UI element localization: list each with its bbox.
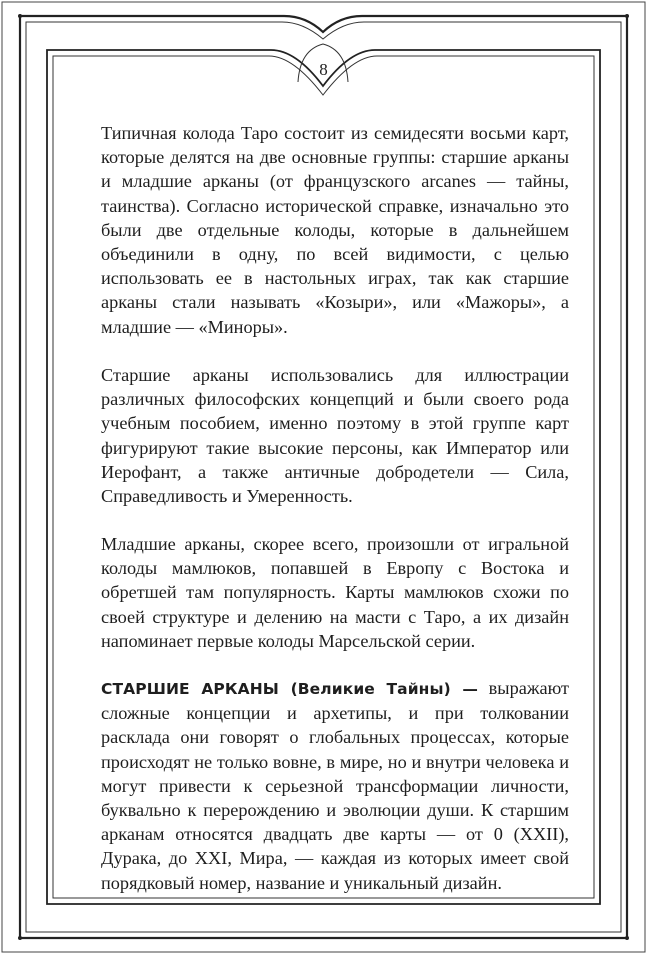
paragraph-major-arcana-purpose: Старшие арканы использовались для иллюстрации различных философских концепций и были своего рода учебным пособием, именно поэтому в этой группе карт фигурируют такие высокие персоны, как Император или Иерофант, а также античные добродетели — Сила, Справедливость и Умеренность. xyxy=(101,365,569,507)
paragraph-tarot-deck-intro: Типичная колода Таро состоит из семидесяти восьми карт, которые делятся на две основные группы: старшие арканы и младшие арканы (от французского arcanes — тайны, таинства). Согласно исторической справке, изначально это были две отдельные колоды, которые в дальнейшем объединили в одну, по всей видимости, с целью использовать ее в настольных играх, так как старшие арканы стали называть «Козыри», или «Мажоры», а младшие — «Миноры». xyxy=(101,123,569,337)
section-heading-major-arcana: СТАРШИЕ АРКАНЫ (Великие Тайны) — xyxy=(101,680,478,698)
page-number: 8 xyxy=(319,60,328,79)
paragraph-minor-arcana-origin: Младшие арканы, скорее всего, произошли от игральной колоды мамлюков, попавшей в Европу с Востока и обретшей там популярность. Карты мамлюков схожи по своей структуре и делению на масти с Таро, а их дизайн напоминает первые колоды Марсельской серии. xyxy=(101,534,569,651)
section-text-major-arcana: выражают сложные концепции и архетипы, и при толковании расклада они говорят о глобальных процессах, которые происходят не только вовне, в мире, но и внутри человека и могут привести к серьезной трансформации личности, буквально к перерождению и эволюции души. К старшим арканам относятся двадцать две карты — от 0 (XXII), Дурака, до XXI, Мира, — каждая из которых имеет свой порядковый номер, название и уникальный дизайн. xyxy=(101,678,569,893)
paragraph-major-arcana-definition xyxy=(101,676,569,895)
